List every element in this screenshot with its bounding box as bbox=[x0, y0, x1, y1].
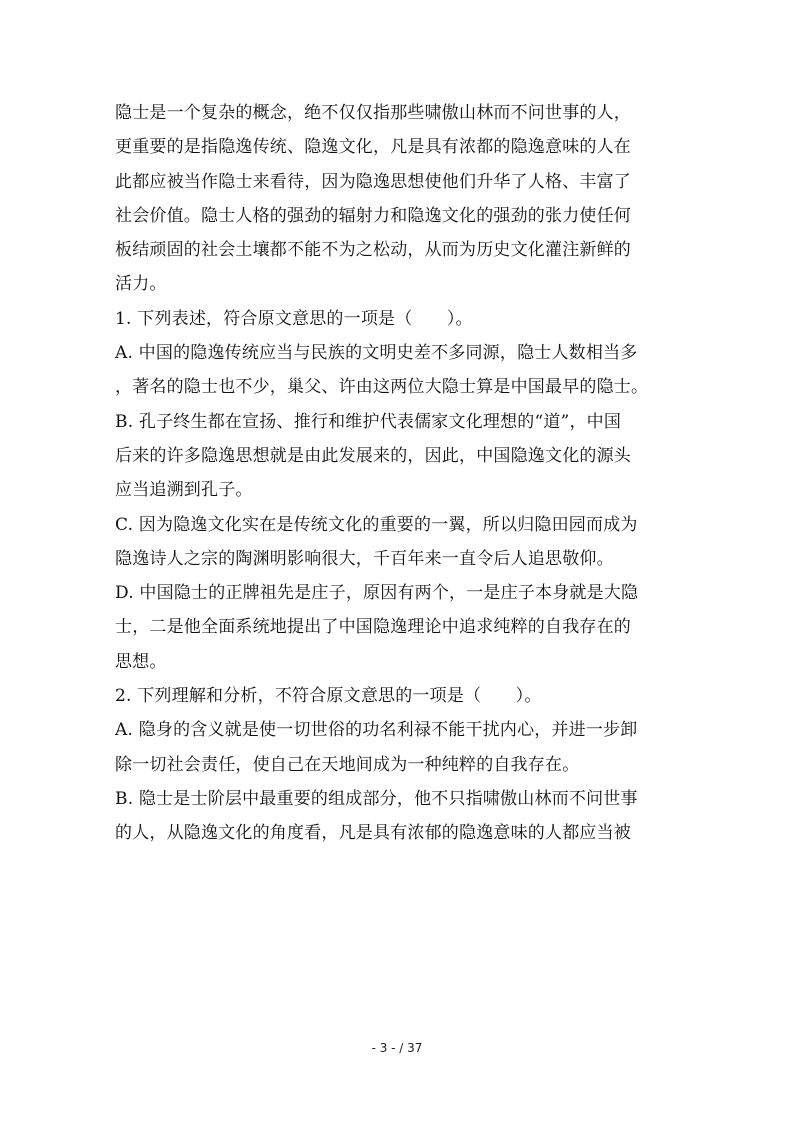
text-line: 隐士是一个复杂的概念，绝不仅仅指那些啸傲山林而不问世事的人， bbox=[115, 103, 631, 123]
option-1b: B. 孔子终生都在宣扬、推行和维护代表儒家文化理想的“道”，中国 bbox=[115, 411, 622, 432]
text-line: 社会价值。隐士人格的强劲的辐射力和隐逸文化的强劲的张力使任何 bbox=[115, 205, 631, 226]
option-1d-cont: 思想。 bbox=[115, 651, 167, 672]
option-2a: A. 隐身的含义就是使一切世俗的功名利禄不能干扰内心，并进一步卸 bbox=[115, 720, 638, 741]
option-2a-cont: 除一切社会责任，使自己在天地间成为一种纯粹的自我存在。 bbox=[115, 754, 580, 775]
option-1b-cont: 应当追溯到孔子。 bbox=[115, 480, 253, 501]
option-1b-cont: 后来的许多隐逸思想就是由此发展来的，因此，中国隐逸文化的源头 bbox=[115, 445, 631, 466]
page-number: - 3 - / 37 bbox=[371, 1041, 423, 1055]
option-1a: A. 中国的隐逸传统应当与民族的文明史差不多同源，隐士人数相当多 bbox=[115, 343, 638, 364]
text-line: 活力。 bbox=[115, 274, 167, 295]
option-1d: D. 中国隐士的正牌祖先是庄子，原因有两个，一是庄子本身就是大隐 bbox=[115, 583, 639, 604]
text-line: 此都应被当作隐士来看待，因为隐逸思想使他们升华了人格、丰富了 bbox=[115, 171, 631, 192]
document-body bbox=[115, 96, 690, 851]
option-1c-cont: 隐逸诗人之宗的陶渊明影响很大，千百年来一直令后人追思敬仰。 bbox=[115, 548, 614, 569]
text-line: 更重要的是指隐逸传统、隐逸文化，凡是具有浓都的隐逸意味的人在 bbox=[115, 137, 631, 158]
option-2b: B. 隐士是士阶层中最重要的组成部分，他不只指啸傲山林而不问世事 bbox=[115, 788, 638, 809]
question-2: 2. 下列理解和分析，不符合原文意思的一项是（ ）。 bbox=[115, 686, 542, 707]
option-1a-cont: ，著名的隐士也不少，巢父、许由这两位大隐士算是中国最早的隐士。 bbox=[115, 377, 649, 398]
option-1c: C. 因为隐逸文化实在是传统文化的重要的一翼，所以归隐田园而成为 bbox=[115, 514, 638, 535]
question-1: 1. 下列表述，符合原文意思的一项是（ ）。 bbox=[115, 308, 473, 329]
text-line: 板结顽固的社会土壤都不能不为之松动，从而为历史文化灌注新鲜的 bbox=[115, 240, 631, 261]
option-2b-cont: 的人，从隐逸文化的角度看，凡是具有浓郁的隐逸意味的人都应当被 bbox=[115, 823, 631, 844]
option-1d-cont: 士，二是他全面系统地提出了中国隐逸理论中追求纯粹的自我存在的 bbox=[115, 617, 631, 638]
